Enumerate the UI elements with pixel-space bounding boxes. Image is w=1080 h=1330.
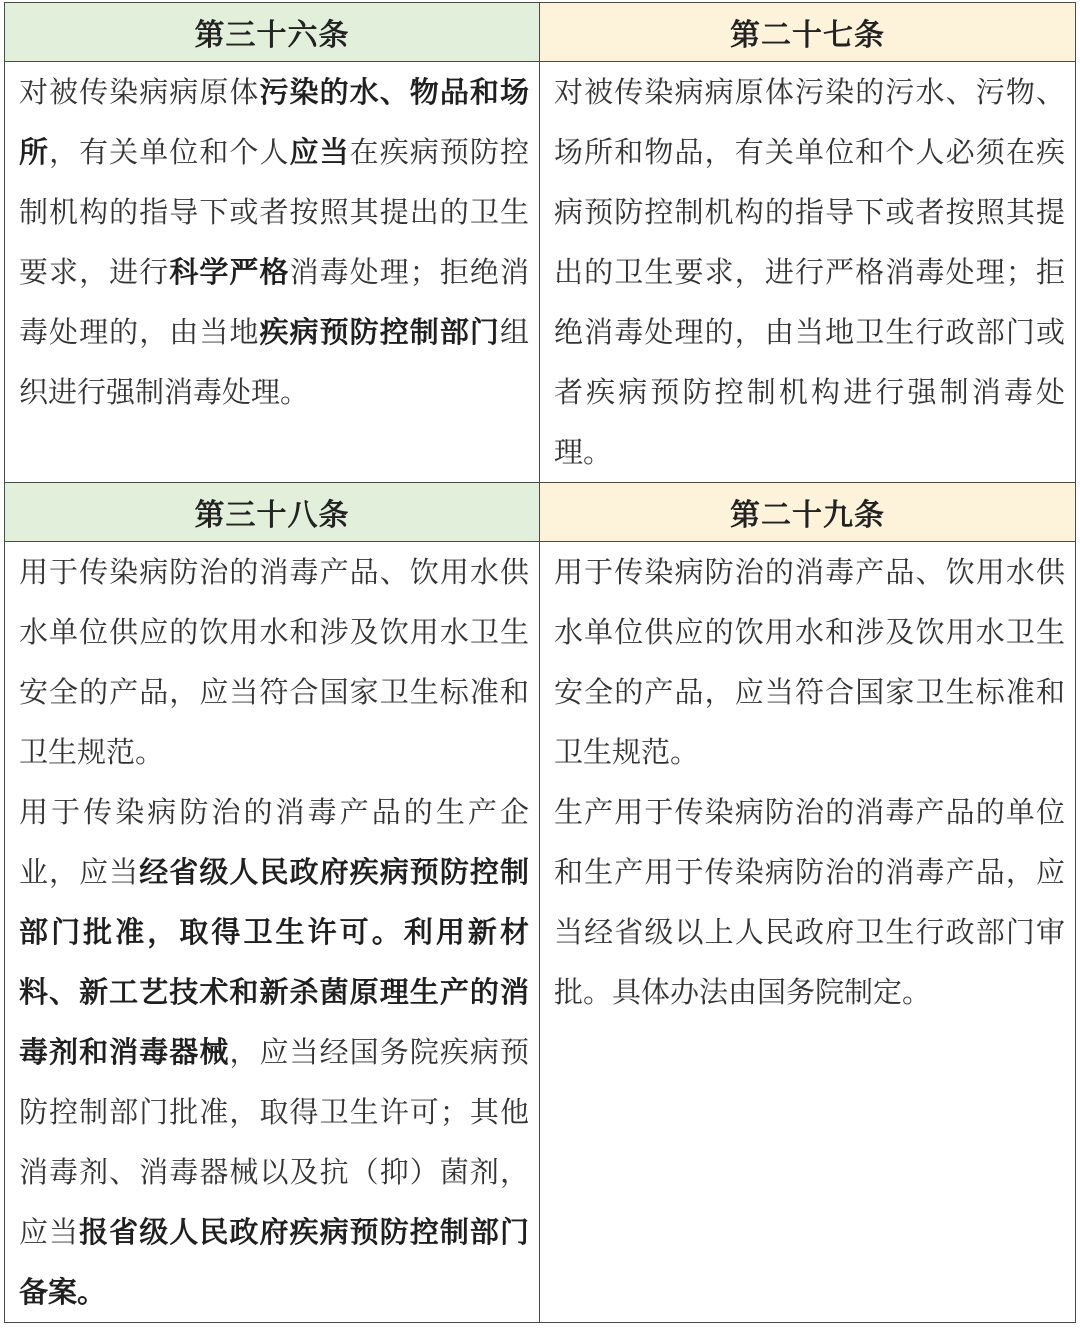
new-article-text (5, 62, 540, 483)
article-paragraph (554, 542, 1065, 782)
article-paragraph (19, 542, 529, 782)
new-article-header: 第三十八条 (5, 483, 540, 542)
body-text: 对被传染病病原体污染的污水、污物、场所和物品，有关单位和个人必须在疾病预防控制机构的指导下或者按照其提出的卫生要求，进行严格消毒处理；拒绝消毒处理的，由当地卫生行政部门或者疾病预防控制机构进行强制消毒处理。 (554, 75, 1065, 469)
article-paragraph (554, 62, 1065, 482)
body-row-2 (5, 542, 1076, 1323)
body-text: 组织进行强制消毒处理。 (19, 315, 529, 409)
article-paragraph (554, 782, 1065, 1022)
header-row-1 (5, 3, 1076, 62)
body-row-1 (5, 62, 1076, 483)
body-text: 在疾病预防控制机构的指导下或者按照其提出的卫生要求，进行 (19, 135, 529, 289)
body-text: 对被传染病病原体 (19, 75, 260, 109)
old-article-header: 第二十七条 (540, 3, 1076, 62)
old-article-header: 第二十九条 (540, 483, 1076, 542)
body-text: ，有关单位和个人 (49, 135, 290, 169)
emphasis-text: 疾病预防控制部门 (259, 315, 500, 349)
emphasis-text: 污染的水、物品和场所 (19, 75, 529, 169)
body-text: ，应当经国务院疾病预防控制部门批准，取得卫生许可；其他消毒剂、消毒器械以及抗（抑）菌剂，应当 (19, 1035, 529, 1249)
body-text: 用于传染病防治的消毒产品的生产企业，应当 (19, 795, 529, 889)
header-row-2 (5, 483, 1076, 542)
body-text: 用于传染病防治的消毒产品、饮用水供水单位供应的饮用水和涉及饮用水卫生安全的产品，应当符合国家卫生标准和卫生规范。 (19, 555, 529, 769)
emphasis-text: 报省级人民政府疾病预防控制部门备案。 (19, 1215, 529, 1309)
new-article-text (5, 542, 540, 1323)
body-text: 生产用于传染病防治的消毒产品的单位和生产用于传染病防治的消毒产品，应当经省级以上人民政府卫生行政部门审批。具体办法由国务院制定。 (554, 795, 1065, 1009)
emphasis-text: 科学严格 (169, 255, 290, 289)
article-paragraph (19, 782, 529, 1322)
old-article-text (540, 62, 1076, 483)
body-text: 消毒处理；拒绝消毒处理的，由当地 (19, 255, 529, 349)
comparison-table (4, 2, 1076, 1323)
emphasis-text: 应当 (289, 135, 350, 169)
body-text: 用于传染病防治的消毒产品、饮用水供水单位供应的饮用水和涉及饮用水卫生安全的产品，应当符合国家卫生标准和卫生规范。 (554, 555, 1065, 769)
old-article-text (540, 542, 1076, 1323)
article-paragraph (19, 62, 529, 422)
emphasis-text: 经省级人民政府疾病预防控制部门批准，取得卫生许可。利用新材料、新工艺技术和新杀菌原理生产的消毒剂和消毒器械 (19, 855, 529, 1069)
new-article-header: 第三十六条 (5, 3, 540, 62)
